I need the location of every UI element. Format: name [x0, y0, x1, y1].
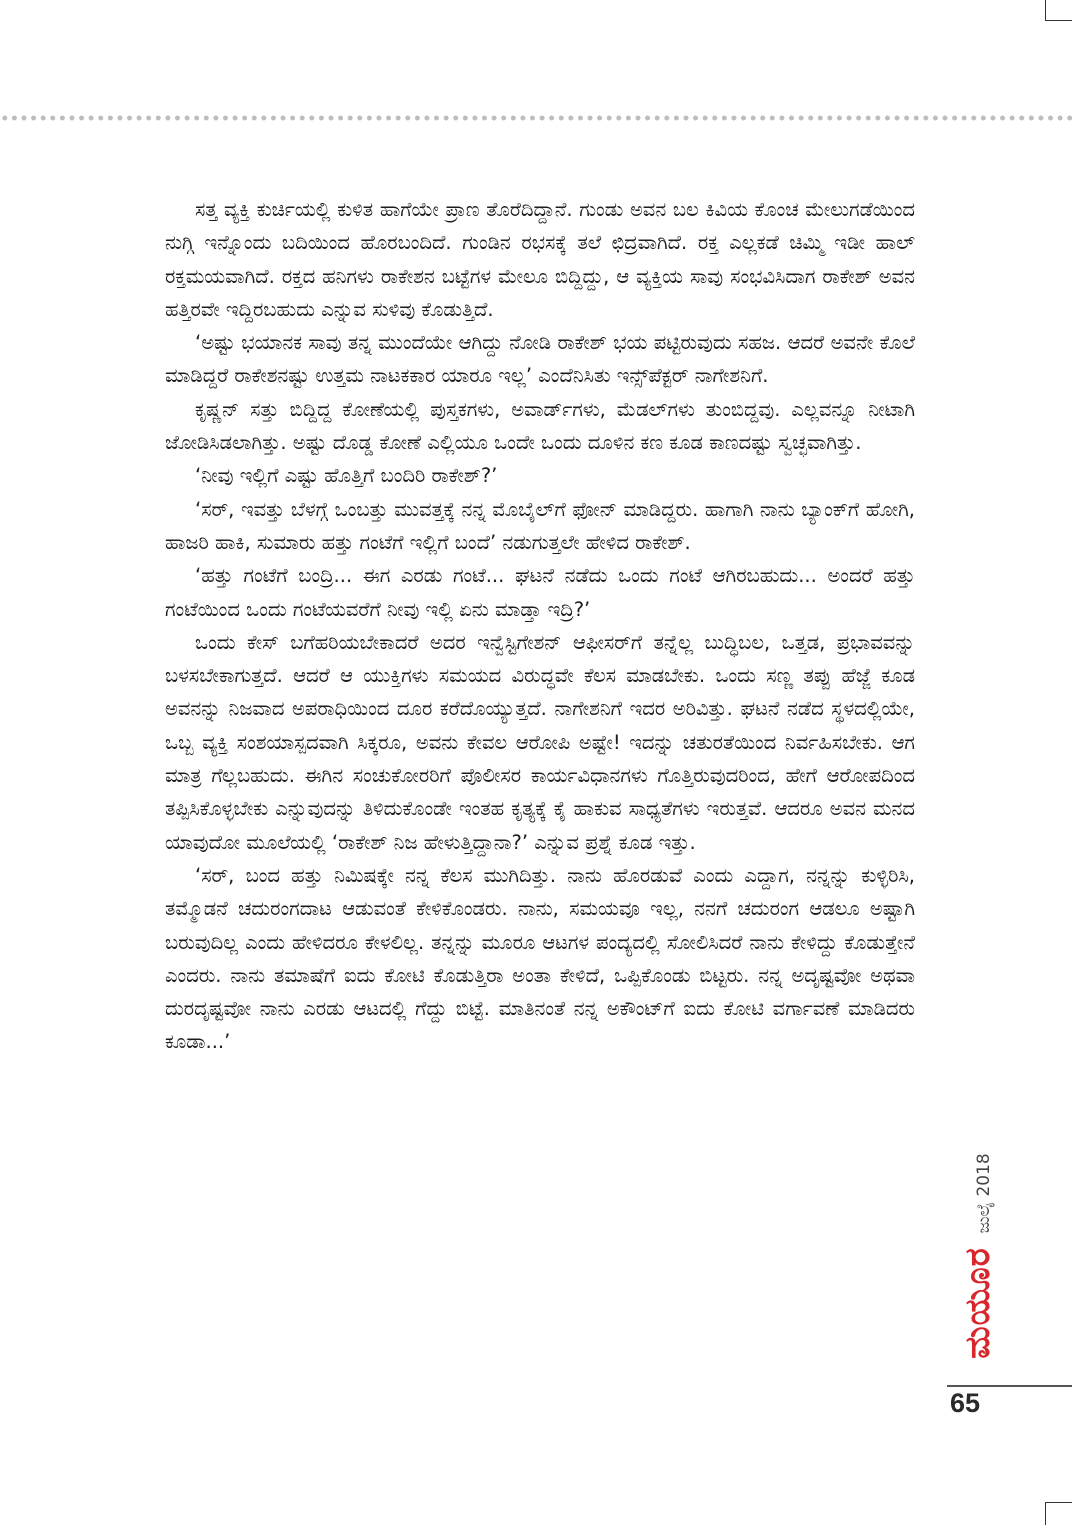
paragraph: ಸತ್ತ ವ್ಯಕ್ತಿ ಕುರ್ಚಿಯಲ್ಲಿ ಕುಳಿತ ಹಾಗೆಯೇ ಪ್ರಾಣ ತೊರೆದಿದ್ದಾನೆ. ಗುಂಡು ಅವನ ಬಲ ಕಿವಿಯ ಕೊಂಚ ಮೇಲುಗಡೆಯಿಂದ ನುಗ್ಗಿ ಇನ್ನೊಂದು ಬದಿಯಿಂದ ಹೊರಬಂದಿದೆ. ಗುಂಡಿನ ರಭಸಕ್ಕೆ ತಲೆ ಛಿದ್ರವಾಗಿದೆ. ರಕ್ತ ಎಲ್ಲಕಡೆ ಚಿಮ್ಮಿ ಇಡೀ ಹಾಲ್ ರಕ್ತಮಯವಾಗಿದೆ. ರಕ್ತದ ಹನಿಗಳು ರಾಕೇಶನ ಬಟ್ಟೆಗಳ ಮೇಲೂ ಬಿದ್ದಿದ್ದು, ಆ ವ್ಯಕ್ತಿಯ ಸಾವು ಸಂಭವಿಸಿದಾಗ ರಾಕೇಶ್ ಅವನ ಹತ್ತಿರವೇ ಇದ್ದಿರಬಹುದು ಎನ್ನುವ ಸುಳಿವು ಕೊಡುತ್ತಿದೆ.	[165, 198, 915, 321]
page-number-rule	[947, 1385, 1072, 1387]
magazine-side-label	[953, 1138, 1003, 1374]
paragraph: ಒಂದು ಕೇಸ್ ಬಗೆಹರಿಯಬೇಕಾದರೆ ಅದರ ಇನ್ವೆಸ್ಟಿಗೇಶನ್ ಆಫೀಸರ್‌ಗೆ ತನ್ನೆಲ್ಲ ಬುದ್ಧಿಬಲ, ಒತ್ತಡ, ಪ್ರಭಾವವನ್ನು ಬಳಸಬೇಕಾಗುತ್ತದೆ. ಆದರೆ ಆ ಯುಕ್ತಿಗಳು ಸಮಯದ ವಿರುದ್ಧವೇ ಕೆಲಸ ಮಾಡಬೇಕು. ಒಂದು ಸಣ್ಣ ತಪ್ಪು ಹೆಜ್ಜೆ ಕೂಡ ಅವನನ್ನು ನಿಜವಾದ ಅಪರಾಧಿಯಿಂದ ದೂರ ಕರೆದೊಯ್ಯುತ್ತದೆ. ನಾಗೇಶನಿಗೆ ಇದರ ಅರಿವಿತ್ತು. ಘಟನೆ ನಡೆದ ಸ್ಥಳದಲ್ಲಿಯೇ, ಒಬ್ಬ ವ್ಯಕ್ತಿ ಸಂಶಯಾಸ್ಪದವಾಗಿ ಸಿಕ್ಕರೂ, ಅವನು ಕೇವಲ ಆರೋಪಿ ಅಷ್ಟೇ! ಇದನ್ನು ಚತುರತೆಯಿಂದ ನಿರ್ವಹಿಸಬೇಕು. ಆಗ ಮಾತ್ರ ಗೆಲ್ಲಬಹುದು. ಈಗಿನ ಸಂಚುಕೋರರಿಗೆ ಪೊಲೀಸರ ಕಾರ್ಯವಿಧಾನಗಳು ಗೊತ್ತಿರುವುದರಿಂದ, ಹೇಗೆ ಆರೋಪದಿಂದ ತಪ್ಪಿಸಿಕೊಳ್ಳಬೇಕು ಎನ್ನುವುದನ್ನು ತಿಳಿದುಕೊಂಡೇ ಇಂತಹ ಕೃತ್ಯಕ್ಕೆ ಕೈ ಹಾಕುವ ಸಾಧ್ಯತೆಗಳು ಇರುತ್ತವೆ. ಆದರೂ ಅವನ ಮನದ ಯಾವುದೋ ಮೂಲೆಯಲ್ಲಿ ‘ರಾಕೇಶ್ ನಿಜ ಹೇಳುತ್ತಿದ್ದಾನಾ?’ ಎನ್ನುವ ಪ್ರಶ್ನೆ ಕೂಡ ಇತ್ತು.	[165, 630, 915, 854]
paragraph: ‘ಸರ್, ಬಂದ ಹತ್ತು ನಿಮಿಷಕ್ಕೇ ನನ್ನ ಕೆಲಸ ಮುಗಿದಿತ್ತು. ನಾನು ಹೊರಡುವೆ ಎಂದು ಎದ್ದಾಗ, ನನ್ನನ್ನು ಕುಳ್ಳಿರಿಸಿ, ತಮ್ಮೊಡನೆ ಚದುರಂಗದಾಟ ಆಡುವಂತೆ ಕೇಳಿಕೊಂಡರು. ನಾನು, ಸಮಯವೂ ಇಲ್ಲ, ನನಗೆ ಚದುರಂಗ ಆಡಲೂ ಅಷ್ಟಾಗಿ ಬರುವುದಿಲ್ಲ ಎಂದು ಹೇಳಿದರೂ ಕೇಳಲಿಲ್ಲ. ತನ್ನನ್ನು ಮೂರೂ ಆಟಗಳ ಪಂದ್ಯದಲ್ಲಿ ಸೋಲಿಸಿದರೆ ನಾನು ಕೇಳಿದ್ದು ಕೊಡುತ್ತೇನೆ ಎಂದರು. ನಾನು ತಮಾಷೆಗೆ ಐದು ಕೋಟಿ ಕೊಡುತ್ತಿರಾ ಅಂತಾ ಕೇಳಿದೆ, ಒಪ್ಪಿಕೊಂಡು ಬಿಟ್ಟರು. ನನ್ನ ಅದೃಷ್ಟವೋ ಅಥವಾ ದುರದೃಷ್ಟವೋ ನಾನು ಎರಡು ಆಟದಲ್ಲಿ ಗೆದ್ದು ಬಿಟ್ಟೆ. ಮಾತಿನಂತೆ ನನ್ನ ಅಕೌಂಟ್‌ಗೆ ಐದು ಕೋಟಿ ವರ್ಗಾವಣೆ ಮಾಡಿದರು ಕೂಡಾ...’	[165, 863, 915, 1054]
crop-mark-top-right	[1045, 0, 1072, 21]
issue-date: ಜುಲೈ 2018	[974, 1153, 994, 1234]
magazine-brand: ಮಯೂರ	[958, 1247, 998, 1359]
page-number: 65	[950, 1388, 981, 1418]
paragraph: ‘ನೀವು ಇಲ್ಲಿಗೆ ಎಷ್ಟು ಹೊತ್ತಿಗೆ ಬಂದಿರಿ ರಾಕೇಶ್?’	[195, 464, 498, 488]
article-body	[165, 193, 915, 1059]
paragraph: ‘ಹತ್ತು ಗಂಟೆಗೆ ಬಂದ್ರಿ... ಈಗ ಎರಡು ಗಂಟೆ... ಘಟನೆ ನಡೆದು ಒಂದು ಗಂಟೆ ಆಗಿರಬಹುದು... ಅಂದರೆ ಹತ್ತು ಗಂಟೆಯಿಂದ ಒಂದು ಗಂಟೆಯವರೆಗೆ ನೀವು ಇಲ್ಲಿ ಏನು ಮಾಡ್ತಾ ಇದ್ರಿ?’	[165, 564, 915, 621]
paragraph: ‘ಸರ್, ಇವತ್ತು ಬೆಳಗ್ಗೆ ಒಂಬತ್ತು ಮುವತ್ತಕ್ಕೆ ನನ್ನ ಮೊಬೈಲ್‌ಗೆ ಫೋನ್ ಮಾಡಿದ್ದರು. ಹಾಗಾಗಿ ನಾನು ಬ್ಯಾಂಕ್‌ಗೆ ಹೋಗಿ, ಹಾಜರಿ ಹಾಕಿ, ಸುಮಾರು ಹತ್ತು ಗಂಟೆಗೆ ಇಲ್ಲಿಗೆ ಬಂದೆ’ ನಡುಗುತ್ತಲೇ ಹೇಳಿದ ರಾಕೇಶ್.	[165, 497, 915, 554]
paragraph: ಕೃಷ್ಣನ್ ಸತ್ತು ಬಿದ್ದಿದ್ದ ಕೋಣೆಯಲ್ಲಿ ಪುಸ್ತಕಗಳು, ಅವಾರ್ಡ್‌ಗಳು, ಮೆಡಲ್‌ಗಳು ತುಂಬಿದ್ದವು. ಎಲ್ಲವನ್ನೂ ನೀಟಾಗಿ ಜೋಡಿಸಿಡಲಾಗಿತ್ತು. ಅಷ್ಟು ದೊಡ್ಡ ಕೋಣೆ ಎಲ್ಲಿಯೂ ಒಂದೇ ಒಂದು ದೂಳಿನ ಕಣ ಕೂಡ ಕಾಣದಷ್ಟು ಸ್ವಚ್ಛವಾಗಿತ್ತು.	[165, 397, 915, 455]
paragraph: ‘ಅಷ್ಟು ಭಯಾನಕ ಸಾವು ತನ್ನ ಮುಂದೆಯೇ ಆಗಿದ್ದು ನೋಡಿ ರಾಕೇಶ್ ಭಯ ಪಟ್ಟಿರುವುದು ಸಹಜ. ಆದರೆ ಅವನೇ ಕೊಲೆ ಮಾಡಿದ್ದರೆ ರಾಕೇಶನಷ್ಟು ಉತ್ತಮ ನಾಟಕಕಾರ ಯಾರೂ ಇಲ್ಲ’ ಎಂದೆನಿಸಿತು ಇನ್ಸ್‌ಪೆಕ್ಟರ್ ನಾಗೇಶನಿಗೆ.	[165, 331, 915, 388]
dotted-separator	[0, 114, 1072, 122]
crop-mark-bottom-right	[1045, 1502, 1072, 1525]
